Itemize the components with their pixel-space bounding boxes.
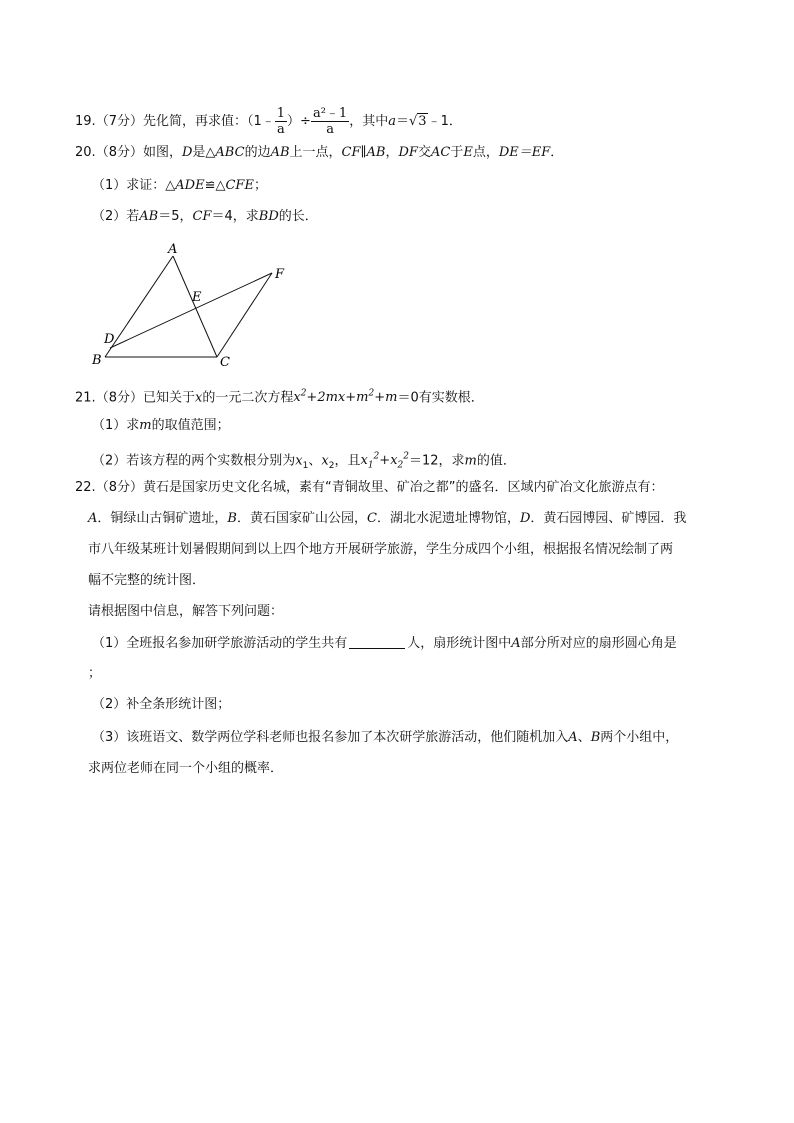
q20-sub1-text: （1）求证：△ xyxy=(92,178,176,193)
q20-var: E xyxy=(463,145,473,160)
q21-eq-part: x xyxy=(293,390,301,406)
q21-text: 的一元二次方程 xyxy=(202,390,294,406)
segment-ab xyxy=(105,256,173,357)
q21-sub1-text: 的取值范围； xyxy=(151,418,230,433)
q20-sub1 xyxy=(92,176,267,196)
q22-text: 市八年级某班计划暑假期间到以上四个地方开展研学旅游，学生分成四个小组，根据报名情况绘制了两 xyxy=(88,542,674,557)
q20-number: 20. xyxy=(75,145,96,160)
q21-eq-part: + xyxy=(374,390,386,406)
q22-text: 幅不完整的统计图． xyxy=(88,573,206,588)
q21-sub2-var: x xyxy=(360,453,368,469)
q21-number: 21. xyxy=(75,390,96,406)
q20-sub2-var: BD xyxy=(258,209,279,224)
q22-line5 xyxy=(88,602,283,622)
q21-sub2 xyxy=(92,447,516,476)
q20-var: DF xyxy=(398,145,418,160)
q22-line2 xyxy=(88,509,686,529)
point-label-f: F xyxy=(275,267,285,282)
q21-sub2-sum: $x_1^2+x_2^2$ xyxy=(360,452,409,471)
q22-option-label: B xyxy=(227,511,237,526)
q20-text: 上一点， xyxy=(289,145,342,160)
q21-sup: 2 xyxy=(300,389,307,399)
q20-var: D xyxy=(181,145,193,160)
point-label-e: E xyxy=(192,290,202,305)
q19-frac1-den: a xyxy=(277,122,285,137)
q20-var: AB xyxy=(270,145,290,160)
q21-sub2-var: x xyxy=(321,453,329,469)
q21-sub2-text: 的值． xyxy=(476,453,516,469)
q20-text: 点， xyxy=(472,145,499,160)
q19-frac2-den: a xyxy=(326,122,334,137)
q21-eq-part: m xyxy=(385,390,398,406)
q20-text: 是△ xyxy=(192,145,216,160)
q19-var: a xyxy=(388,114,396,129)
q19-frac2-num: a²﹣1 xyxy=(312,106,348,121)
q20-text: 交 xyxy=(417,145,431,160)
point-label-a: A xyxy=(168,242,178,257)
q22-sub3 xyxy=(92,728,678,748)
q19-line xyxy=(75,106,462,137)
q21-sub2-subscript: 2 xyxy=(397,460,404,471)
q21-sub1-text: （1）求 xyxy=(92,418,140,433)
q22-sub3-text: （3）该班语文、数学两位学科老师也报名参加了本次研学旅游活动，他们随机加入 xyxy=(92,730,569,745)
q20-sub1-var: CFE xyxy=(225,178,254,193)
q20-text: 如图， xyxy=(142,145,182,160)
q20-sub2-text: ＝5， xyxy=(158,209,193,224)
q21-sub2-var: x xyxy=(295,453,303,469)
q19-fraction-1 xyxy=(275,106,287,137)
q22-text: 请根据图中信息，解答下列问题： xyxy=(88,604,284,619)
q22-sub3-line2 xyxy=(88,759,283,779)
q20-line xyxy=(75,143,563,163)
q22-option-label: C xyxy=(366,511,377,526)
q21-equation xyxy=(293,390,397,405)
q22-line1 xyxy=(75,478,663,498)
q19-where: ，其中 xyxy=(349,114,389,129)
q22-sub1-text: 人，扇形统计图中 xyxy=(407,636,512,651)
q21-sub2-sup: 2 xyxy=(373,452,380,462)
q21-text: 已知关于 xyxy=(142,390,195,406)
q19-tail: ﹣1． xyxy=(427,114,462,129)
q20-sub2 xyxy=(92,207,318,227)
q20-sub2-text: ＝4，求 xyxy=(211,209,259,224)
q22-sub3-text: 求两位老师在同一个小组的概率． xyxy=(88,761,284,776)
q21-sub2-var: x xyxy=(390,453,398,469)
q19-number: 19. xyxy=(75,114,96,129)
q22-text: ．黄石国家矿山公园， xyxy=(236,511,367,526)
q19-expr-open: （1﹣ xyxy=(246,114,275,129)
q22-text: 黄石是国家历史文化名城，素有“青铜故里、矿冶之都”的盛名．区域内矿冶文化旅游点有： xyxy=(142,480,664,495)
q20-sub2-text: （2）若 xyxy=(92,209,140,224)
q21-sub2-text: ＝12，求 xyxy=(409,453,465,469)
sqrt-icon: √ xyxy=(408,114,418,129)
q21-text: 有实数根． xyxy=(418,390,484,406)
point-label-b: B xyxy=(92,353,102,368)
q22-sub3-var: B xyxy=(590,730,601,745)
q20-text: ， xyxy=(385,145,399,160)
q19-radicand: 3 xyxy=(418,114,427,129)
q21-sub2-sup: 2 xyxy=(403,452,409,462)
q22-sub1 xyxy=(92,634,677,654)
q21-sub2-subscript: 1 xyxy=(367,460,374,471)
segment-ac xyxy=(173,256,217,357)
q19-sqrt xyxy=(409,113,428,129)
q22-text: ．湖北水泥遗址博物馆， xyxy=(376,511,520,526)
q22-text: ．铜绿山古铜矿遗址， xyxy=(97,511,228,526)
q22-sub3-var: A xyxy=(568,730,578,745)
q21-sub1 xyxy=(92,416,230,436)
q20-sub1-var: ADE xyxy=(175,178,205,193)
q19-score: （7分） xyxy=(95,114,143,129)
q22-line3 xyxy=(88,540,673,560)
q21-sub2-text: 、 xyxy=(308,453,322,469)
q20-sub2-text: 的长． xyxy=(278,209,318,224)
q22-sub1-var: A xyxy=(511,636,521,651)
q20-sub2-var: CF xyxy=(192,209,212,224)
point-label-d: D xyxy=(104,332,115,347)
q20-text: 于 xyxy=(450,145,464,160)
q20-score: （8分） xyxy=(95,145,143,160)
q20-sub1-text: ≌△ xyxy=(204,178,226,193)
q21-var: x xyxy=(194,390,203,406)
q21-sub1-var: m xyxy=(139,418,152,433)
q20-triangle-figure xyxy=(88,240,288,370)
answer-blank[interactable] xyxy=(349,634,405,649)
q20-sub2-var: AB xyxy=(139,209,159,224)
q21-line xyxy=(75,384,484,408)
q21-eq-part: + xyxy=(345,390,357,406)
q21-sub2-text: （2）若该方程的两个实数根分别为 xyxy=(92,453,296,469)
q22-sub1-text: （1）全班报名参加研学旅游活动的学生共有 xyxy=(92,636,348,651)
q21-eq-part: m xyxy=(356,390,369,406)
q21-sub2-text: ，且 xyxy=(334,453,361,469)
q19-expr-close: ）÷ xyxy=(287,114,311,129)
q22-score: （8分） xyxy=(95,480,143,495)
q22-sub1-text: ； xyxy=(88,666,102,681)
q20-var: DE＝EF xyxy=(498,145,551,160)
q19-fraction-2 xyxy=(311,106,349,137)
q19-frac1-num: 1 xyxy=(276,106,286,121)
q22-text: ．黄石园博园、矿博园．我 xyxy=(530,511,687,526)
q21-eq-part: +2 xyxy=(306,390,326,406)
q22-sub1-text: 部分所对应的扇形圆心角是 xyxy=(520,636,677,651)
q22-sub3-text: 两个小组中， xyxy=(600,730,679,745)
q22-sub2 xyxy=(92,695,230,715)
q21-sub2-subscript: 2 xyxy=(328,460,335,471)
q20-var: CF∥AB xyxy=(341,145,386,160)
q21-sub2-var: m xyxy=(464,453,477,469)
q21-eq-part: mx xyxy=(325,390,346,406)
q20-sub1-text: ； xyxy=(253,178,267,193)
q22-sub3-text: 、 xyxy=(577,730,591,745)
q21-eq-part: ＝0 xyxy=(397,390,419,406)
point-label-c: C xyxy=(220,355,230,370)
q20-text: 的边 xyxy=(244,145,271,160)
q22-sub2-text: （2）补全条形统计图； xyxy=(92,697,231,712)
q19-prompt: 先化简，再求值： xyxy=(142,114,247,129)
q22-option-label: D xyxy=(519,511,531,526)
q22-line4 xyxy=(88,571,205,591)
q21-score: （8分） xyxy=(95,390,143,406)
q20-var: AC xyxy=(430,145,451,160)
q20-text: ． xyxy=(550,145,564,160)
q20-var: ABC xyxy=(215,145,245,160)
q21-sup: 2 xyxy=(368,389,375,399)
q19-eq: ＝ xyxy=(395,114,409,129)
q22-number: 22. xyxy=(75,480,96,495)
q22-sub1-end xyxy=(88,664,101,684)
q22-option-label: A xyxy=(88,511,98,526)
q21-sub2-subscript: 1 xyxy=(302,460,309,471)
